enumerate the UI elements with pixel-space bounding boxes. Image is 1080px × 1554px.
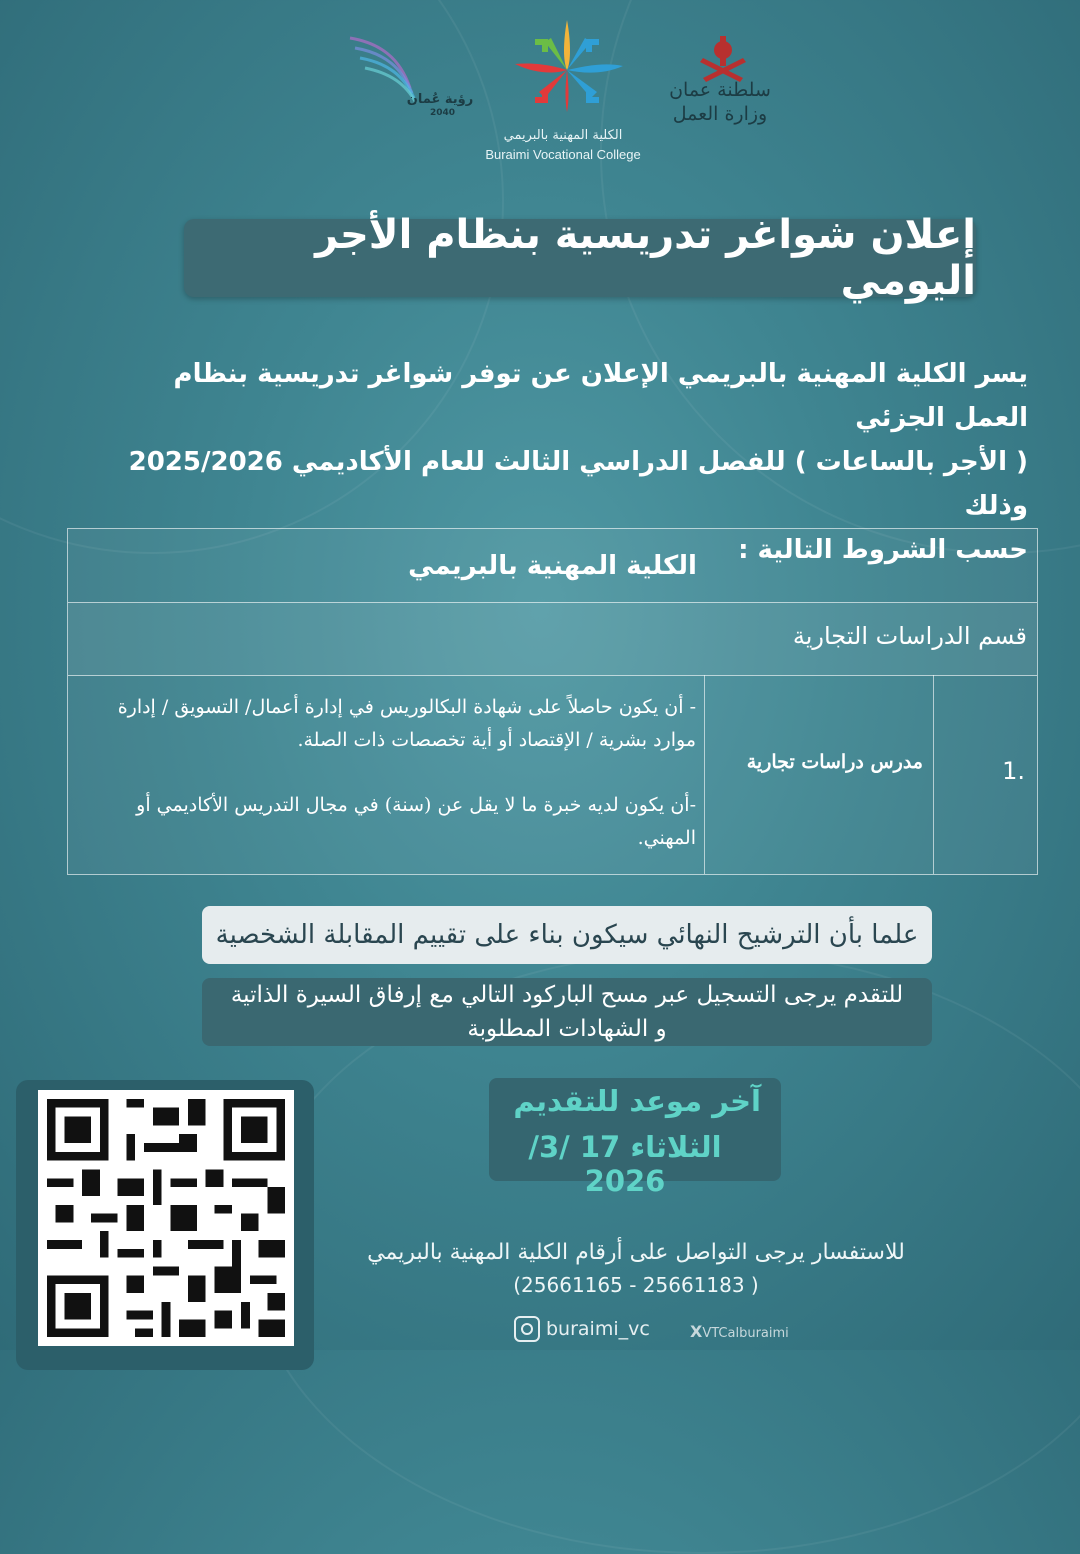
qr-code-icon[interactable]	[38, 1090, 294, 1346]
college-logo-icon	[505, 12, 630, 117]
instagram-handle: buraimi_vc	[546, 1318, 650, 1340]
x-link[interactable]	[690, 1322, 789, 1341]
vision-logo-year: 2040	[430, 108, 456, 118]
x-handle: VTCalburaimi	[702, 1326, 789, 1341]
registration-instructions: للتقدم يرجى التسجيل عبر مسح الباركود التالي مع إرفاق السيرة الذاتية و الشهادات المطلوبة	[230, 982, 904, 1042]
contact-phones: (25661165 - 25661183 )	[513, 1273, 759, 1297]
requirement-experience: -أن يكون لديه خبرة ما لا يقل عن (سنة) في مجال التدريس الأكاديمي أو المهني.	[136, 794, 696, 849]
row-number: 1.	[1002, 757, 1025, 785]
college-name-arabic: الكلية المهنية بالبريمي	[503, 128, 623, 143]
instagram-icon	[514, 1316, 540, 1342]
requirement-degree: - أن يكون حاصلاً على شهادة البكالوريس في إدارة أعمال/ التسويق / إدارة موارد بشرية / الإقتصاد أو أية تخصصات ذات الصلة.	[117, 696, 696, 751]
vision-logo-text: رؤية عُمان	[406, 92, 474, 107]
contact-info	[300, 1240, 972, 1297]
announcement-title: إعلان شواغر تدريسية بنظام الأجر اليومي	[315, 212, 976, 304]
announcement-title-box	[184, 212, 976, 304]
department-row	[68, 602, 1037, 676]
interview-note: علما بأن الترشيح النهائي سيكون بناء على تقييم المقابلة الشخصية	[215, 920, 919, 950]
intro-line: حسب الشروط التالية :	[738, 535, 1028, 565]
intro-line: ( الأجر بالساعات ) للفصل الدراسي الثالث للعام الأكاديمي 2025/2026 وذلك	[128, 447, 1028, 521]
x-icon: X	[690, 1322, 703, 1341]
deadline-date: الثلاثاء 17 /3/ 2026	[528, 1130, 722, 1198]
requirements-cell	[68, 675, 704, 874]
deadline-label: آخر موعد للتقديم	[513, 1084, 761, 1118]
table-header-title: الكلية المهنية بالبريمي	[408, 550, 697, 581]
registration-box	[202, 978, 932, 1046]
deadline-box	[489, 1078, 781, 1198]
intro-line: يسر الكلية المهنية بالبريمي الإعلان عن توفر شواغر تدريسية بنظام العمل الجزئي	[173, 359, 1028, 433]
ministry-logo-text: سلطنة عمان وزارة العمل	[669, 79, 771, 125]
instagram-link[interactable]	[514, 1316, 650, 1342]
vision-2040-logo-icon	[340, 28, 480, 128]
college-name-english: Buraimi Vocational College	[485, 147, 641, 162]
job-title-cell	[704, 675, 933, 874]
interview-note-box	[202, 906, 932, 964]
job-title: مدرس دراسات تجارية	[746, 751, 923, 773]
vacancy-table	[67, 528, 1038, 875]
department-name: قسم الدراسات التجارية	[792, 622, 1027, 650]
contact-text: للاستفسار يرجى التواصل على أرقام الكلية المهنية بالبريمي	[367, 1240, 905, 1265]
row-number-cell	[933, 675, 1037, 874]
table-header	[68, 529, 1037, 603]
